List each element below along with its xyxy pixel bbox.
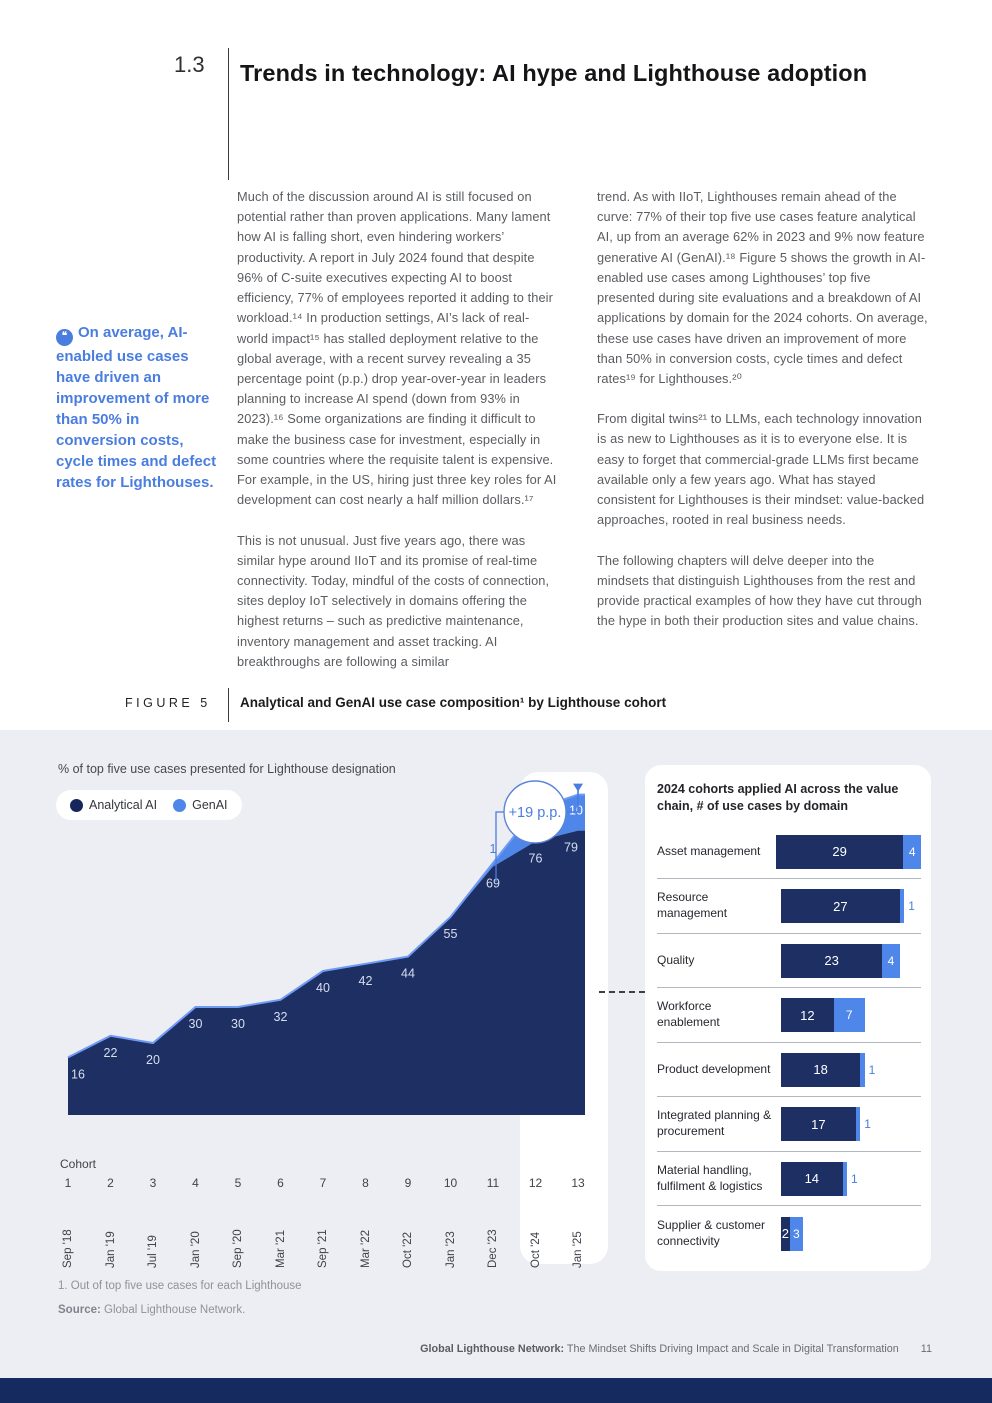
bar-track (776, 835, 921, 869)
bar-chart-title: 2024 cohorts applied AI across the value chain, # of use cases by domain (657, 782, 899, 813)
cohort-date: Jan '23 (444, 1231, 457, 1268)
page-footer (420, 1343, 932, 1355)
bar-chart-rows (657, 825, 921, 1261)
callout-text: On average, AI-enabled use cases have driven an improvement of more than 50% in conversion costs, cycle times and defect rates for Lighthouses. (56, 324, 217, 491)
figure-panel (0, 730, 992, 1378)
bar-row (657, 825, 921, 880)
data-label: 40 (316, 981, 330, 995)
legend-label: GenAI (192, 798, 228, 812)
body-column-1 (237, 187, 559, 672)
cohort-date: Jan '25 (572, 1231, 584, 1268)
data-label: 30 (188, 1017, 203, 1031)
cohort-date: Jan '19 (104, 1231, 117, 1268)
bar-track (781, 1162, 921, 1196)
bar-row-label: Product development (657, 1061, 771, 1076)
data-label: 22 (103, 1045, 118, 1060)
paragraph: This is not unusual. Just five years ago, there was similar hype around IIoT and its promise of real-time connectivity. Today, mindful of the costs of connection, sites deploy IoT selectively in domains offering the highest returns – such as predictive maintenance, inventory management and asset tracking. AI breakthroughs are following a similar (237, 532, 550, 669)
genai-segment: 3 (790, 1217, 803, 1251)
data-label: 10 (569, 803, 583, 818)
bar-row-label: Quality (657, 952, 695, 967)
analytical-ai-segment: 14 (781, 1162, 843, 1196)
cohort-date: Mar '21 (274, 1230, 287, 1268)
header-divider (228, 48, 229, 180)
analytical-ai-segment: 18 (781, 1053, 860, 1087)
cohort-date: Jul '19 (147, 1235, 159, 1268)
cohort-number: 6 (277, 1176, 284, 1190)
quote-icon: ❝ (56, 329, 73, 346)
bar-row-label: Material handling, fulfilment & logistics (657, 1162, 763, 1193)
genai-segment (900, 889, 904, 923)
data-label: 1 (489, 842, 497, 856)
data-label: 79 (564, 840, 578, 855)
paragraph: The following chapters will delve deeper into the mindsets that distinguish Lighthouses from the rest and provide practical examples of how they have cut through the hype in both their production sites and value chains. (597, 552, 922, 629)
data-label: 69 (486, 876, 500, 891)
genai-segment: 7 (834, 998, 865, 1032)
bar-track (781, 1107, 921, 1141)
chart-subtitle: % of top five use cases presented for Lighthouse designation (58, 762, 396, 776)
figure-source (58, 1304, 245, 1316)
analytical-ai-segment: 29 (776, 835, 904, 869)
cohort-number: 8 (362, 1176, 369, 1190)
bar-track (781, 1053, 921, 1087)
analytical-ai-segment: 27 (781, 889, 900, 923)
body-column-2 (597, 187, 929, 631)
cohort-number: 12 (528, 1176, 543, 1190)
cohort-number: 5 (234, 1176, 242, 1190)
data-label: 16 (71, 1067, 85, 1082)
genai-value-label: 1 (864, 1117, 871, 1131)
data-label: 55 (443, 927, 458, 941)
bar-row (657, 988, 921, 1043)
cohort-date: Dec '23 (487, 1229, 499, 1268)
bar-row (657, 934, 921, 989)
arrow-down-icon (573, 784, 583, 792)
figure-divider (228, 688, 229, 722)
bar-track (781, 889, 921, 923)
analytical-ai-segment: 2 (781, 1217, 790, 1251)
figure-label: FIGURE 5 (125, 696, 211, 710)
cohort-number: 13 (571, 1176, 585, 1190)
callout-quote (56, 322, 218, 493)
dashed-connector-line (599, 991, 645, 993)
bottom-accent-bar (0, 1378, 992, 1403)
bar-row-label: Supplier & customer connectivity (657, 1217, 766, 1248)
cohort-number: 1 (64, 1176, 72, 1190)
data-label: 32 (273, 1009, 288, 1024)
bar-track (781, 998, 921, 1032)
section-number: 1.3 (174, 52, 205, 77)
cohort-date: Mar '22 (359, 1230, 372, 1268)
x-axis-title: Cohort (60, 1157, 97, 1171)
cohort-date: Sep '21 (317, 1229, 329, 1268)
domain-bar-card (645, 765, 931, 1271)
cohort-date: Sep '18 (62, 1229, 74, 1268)
data-label: 30 (231, 1017, 245, 1031)
genai-value-label: 1 (850, 1171, 858, 1186)
source-label: Source: (58, 1304, 101, 1316)
cohort-date: Oct '22 (402, 1231, 414, 1268)
page-number: 11 (920, 1343, 932, 1355)
bar-row (657, 879, 921, 934)
genai-segment (843, 1162, 847, 1196)
bar-track (781, 1217, 921, 1251)
data-label: +19 p.p. (508, 805, 562, 821)
data-label: 44 (401, 966, 415, 981)
area-chart (50, 770, 595, 1170)
cohort-date: Jan '20 (189, 1231, 202, 1268)
bar-row-label: Asset management (657, 843, 761, 858)
figure-caption: Analytical and GenAI use case composition¹ by Lighthouse cohort (240, 695, 667, 710)
genai-value-label: 1 (868, 1062, 876, 1077)
footer-text: Global Lighthouse Network: The Mindset Shifts Driving Impact and Scale in Digital Transformation (420, 1343, 899, 1355)
data-label: 76 (528, 851, 543, 866)
bar-track (781, 944, 921, 978)
cohort-number: 9 (404, 1176, 412, 1190)
figure-footnote: 1. Out of top five use cases for each Lighthouse (58, 1280, 302, 1292)
bar-row-label: Resource management (657, 890, 728, 920)
page-title: Trends in technology: AI hype and Lighthouse adoption (240, 60, 868, 86)
analytical-ai-segment: 12 (781, 998, 834, 1032)
genai-segment: 4 (903, 835, 921, 869)
genai-value-label: 1 (908, 899, 915, 913)
legend-label: Analytical AI (89, 798, 158, 812)
cohort-date: Sep '20 (232, 1229, 244, 1268)
paragraph: From digital twins²¹ to LLMs, each technology innovation is as new to Lighthouses as it is to everyone else. It is easy to forget that commercial-grade LLMs first became available only a few years ago. What has stayed consistent for Lighthouses is their mindset: value-backed approaches, rooted in real business needs. (597, 411, 925, 528)
paragraph: Much of the discussion around AI is still focused on potential rather than proven applications. Many lament how AI is falling short, even hindering workers’ productivity. A report in July 2024 found that despite 96% of C-suite executives expecting AI to boost efficiency, 77% of employees reported it adding to their workload.¹⁴ In production settings, AI’s lack of real-world impact¹⁵ has stalled deployment relative to the global average, with a recent survey revealing a 35 percentage point (p.p.) drop year-over-year in leaders planning to increase AI spend (down from 93% in 2023).¹⁶ Some organizations are finding it difficult to make the business case for investment, especially in some countries where the requisite talent is expensive. For example, in the US, hiring just three key roles for AI development can cost nearly a half million dollars.¹⁷ (237, 189, 557, 508)
cohort-number: 4 (192, 1176, 199, 1190)
bar-row-label: Integrated planning & procurement (657, 1108, 772, 1138)
cohort-date: Oct '24 (529, 1231, 542, 1268)
analytical-ai-segment: 23 (781, 944, 882, 978)
bar-row (657, 1043, 921, 1098)
cohort-number: 2 (107, 1176, 114, 1190)
cohort-number: 7 (319, 1176, 327, 1190)
bar-row (657, 1152, 921, 1207)
genai-segment: 4 (882, 944, 900, 978)
data-label: 20 (146, 1053, 160, 1067)
bar-row (657, 1097, 921, 1152)
source-text: Global Lighthouse Network. (100, 1304, 246, 1316)
cohort-number: 3 (149, 1176, 157, 1190)
genai-segment (860, 1053, 864, 1087)
paragraph: trend. As with IIoT, Lighthouses remain ahead of the curve: 77% of their top five use cases feature analytical AI, up from an average 62% in 2023 and 9% now feature generative AI (GenAI).¹⁸ Figure 5 shows the growth in AI-enabled use cases among Lighthouses’ top five presented during site evaluations and a breakdown of AI applications by domain for the 2024 cohorts. On average, these use cases have driven an improvement of more than 50% in conversion costs, cycle times and defect rates¹⁹ for Lighthouses.²⁰ (597, 189, 928, 386)
bar-row-label: Workforce enablement (657, 999, 720, 1029)
genai-segment (856, 1107, 860, 1141)
cohort-number: 11 (486, 1176, 500, 1190)
data-label: 42 (358, 973, 373, 988)
cohort-number: 10 (443, 1176, 458, 1190)
analytical-ai-segment: 17 (781, 1107, 856, 1141)
bar-row (657, 1206, 921, 1261)
